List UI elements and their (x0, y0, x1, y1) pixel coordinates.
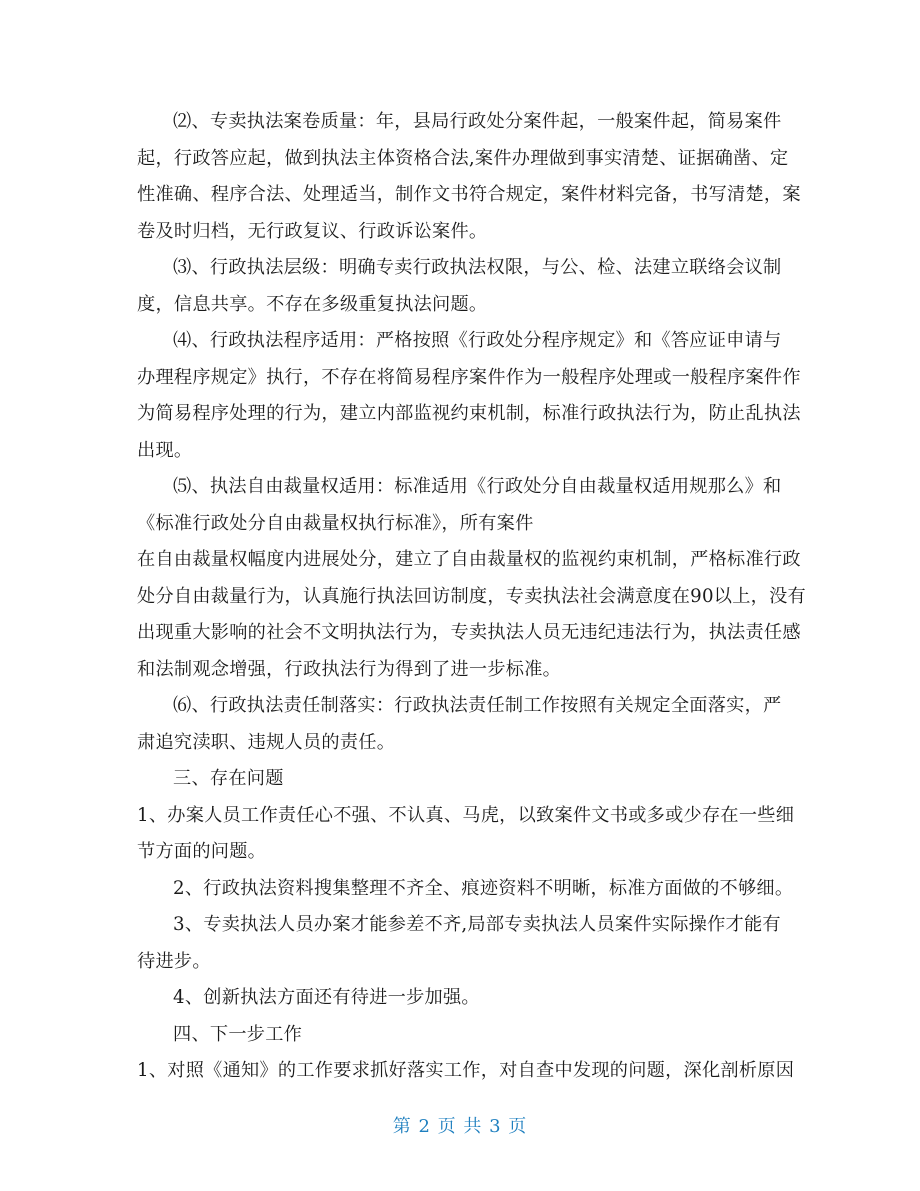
text-line: 1、办案人员工作责任心不强、不认真、马虎，以致案件文书或多或少存在一些细 (137, 804, 795, 826)
page-number-footer: 第 2 页 共 3 页 (392, 1116, 528, 1137)
text-line: ⑶、行政执法层级：明确专卖行政执法权限，与公、检、法建立联络会议制 (173, 257, 782, 278)
text-line: 度，信息共享。不存在多级重复执法问题。 (137, 293, 488, 315)
text-line: 四、下一步工作 (173, 1023, 303, 1045)
text-line: 3、专卖执法人员办案才能参差不齐,局部专卖执法人员案件实际操作才能有 (173, 914, 781, 935)
text-line: 办理程序规定》执行，不存在将简易程序案件作为一般程序处理或一般程序案件作 (137, 366, 801, 388)
text-line: ⑷、行政执法程序适用：严格按照《行政处分程序规定》和《答应证申请与 (173, 330, 782, 351)
text-line: 起，行政答应起，做到执法主体资格合法,案件办理做到事实清楚、证据确凿、定 (137, 147, 789, 169)
text-line: 卷及时归档，无行政复议、行政诉讼案件。 (137, 220, 488, 242)
text-line: 2、行政执法资料搜集整理不齐全、痕迹资料不明晰，标准方面做的不够细。 (173, 877, 794, 899)
text-line: 和法制观念增强，行政执法行为得到了进一步标准。 (137, 658, 562, 680)
text-line: ⑵、专卖执法案卷质量：年，县局行政处分案件起，一般案件起，简易案件 (173, 111, 782, 132)
text-line: 4、创新执法方面还有待进一步加强。 (173, 987, 480, 1008)
text-line: ⑹、行政执法责任制落实：行政执法责任制工作按照有关规定全面落实，严 (173, 695, 782, 716)
document-body (137, 104, 806, 1090)
text-line: 性准确、程序合法、处理适当，制作文书符合规定，案件材料完备，书写清楚，案 (137, 184, 801, 205)
text-line: 节方面的问题。 (137, 841, 267, 862)
text-line: 1、对照《通知》的工作要求抓好落实工作，对自查中发现的问题，深化剖析原因 (137, 1060, 795, 1081)
text-line: 《标准行政处分自由裁量权执行标准》，所有案件 (137, 512, 534, 534)
text-line: 为简易程序处理的行为，建立内部监视约束机制，标准行政执法行为，防止乱执法 (137, 403, 801, 424)
text-line: 处分自由裁量行为，认真施行执法回访制度，专卖执法社会满意度在90以上，没有 (137, 585, 806, 607)
text-line: 三、存在问题 (173, 768, 284, 789)
text-line: 待进步。 (137, 950, 211, 972)
text-line: 肃追究渎职、违规人员的责任。 (137, 731, 396, 753)
text-line: 出现。 (137, 439, 193, 461)
text-line: 在自由裁量权幅度内进展处分，建立了自由裁量权的监视约束机制，严格标准行政 (137, 549, 801, 570)
text-line: 出现重大影响的社会不文明执法行为，专卖执法人员无违纪违法行为，执法责任感 (137, 622, 801, 643)
text-line: ⑸、执法自由裁量权适用：标准适用《行政处分自由裁量权适用规那么》和 (173, 476, 782, 497)
